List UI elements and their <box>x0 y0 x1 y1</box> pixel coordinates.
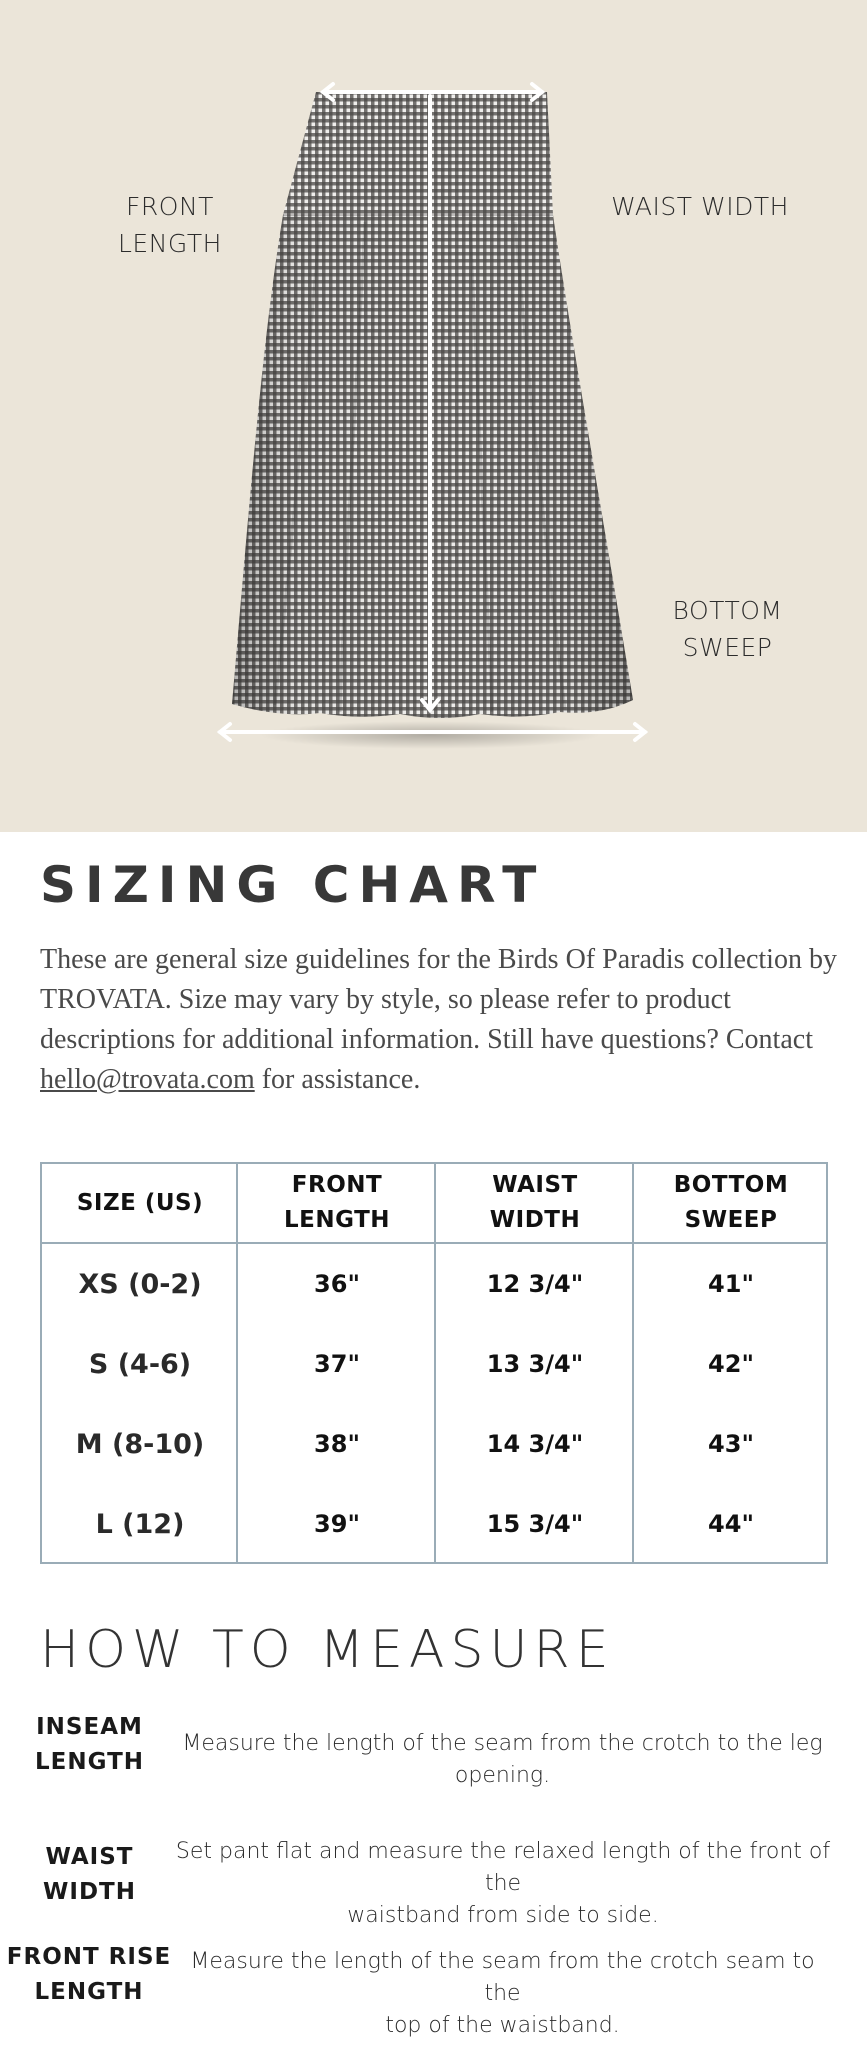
header-waist-width-line1: WAIST <box>492 1172 578 1198</box>
header-front-length <box>238 1164 436 1242</box>
measure-term-line1: FRONT RISE <box>6 1944 172 1970</box>
skirt-yoke <box>283 92 553 215</box>
header-waist-width-line2: WIDTH <box>489 1207 581 1233</box>
table-cell-size: L (12) <box>95 1508 185 1540</box>
intro-body: These are general size guidelines for the Birds Of Paradis collection by TROVATA. Size may vary by style, so please refer to product descriptions for additional information. Still have questions? Contact <box>40 944 837 1055</box>
header-waist-width <box>436 1164 634 1242</box>
bottom-sweep-label <box>640 592 815 666</box>
table-cell-front-length: 37" <box>314 1350 360 1378</box>
skirt-shadow <box>260 721 600 749</box>
table-cell-size: M (8-10) <box>75 1428 205 1460</box>
measure-term-line2: LENGTH <box>34 1749 145 1775</box>
table-cell-waist-width: 15 3/4" <box>486 1510 584 1538</box>
sizing-intro-text <box>40 940 840 1100</box>
measure-term-line2: LENGTH <box>34 1979 144 2005</box>
measure-term-line1: WAIST <box>45 1844 134 1870</box>
table-cell-front-length: 38" <box>314 1430 360 1458</box>
measure-description <box>158 1836 848 1932</box>
table-cell-waist-width: 14 3/4" <box>486 1430 584 1458</box>
header-bottom-sweep-line1: BOTTOM <box>673 1172 789 1198</box>
bottom-sweep-label-line2: SWEEP <box>682 633 773 662</box>
measure-term <box>22 1840 157 1910</box>
table-cell-bottom-sweep: 41" <box>708 1270 754 1298</box>
intro-suffix: for assistance. <box>254 1064 421 1095</box>
table-cell-front-length: 36" <box>314 1270 360 1298</box>
bottom-sweep-label-line1: BOTTOM <box>672 596 783 625</box>
product-hero-image <box>0 0 867 832</box>
measure-term-line1: INSEAM <box>36 1714 143 1740</box>
table-cell-front-length: 39" <box>314 1510 360 1538</box>
measure-desc-line2: opening. <box>454 1763 551 1788</box>
size-table <box>40 1162 828 1564</box>
header-front-length-line1: FRONT <box>291 1172 383 1198</box>
skirt-illustration <box>0 0 867 832</box>
measure-term-line2: WIDTH <box>43 1879 136 1905</box>
measure-desc-line2: waistband from side to side. <box>347 1903 659 1928</box>
sizing-chart-title: SIZING CHART <box>40 856 546 914</box>
header-bottom-sweep-line2: SWEEP <box>684 1207 778 1233</box>
header-bottom-sweep <box>634 1164 828 1242</box>
table-cell-size: S (4-6) <box>88 1348 192 1380</box>
front-length-label-line2: LENGTH <box>118 229 222 258</box>
table-cell-size: XS (0-2) <box>78 1268 202 1300</box>
measure-description <box>170 1946 835 2042</box>
header-size <box>42 1164 238 1242</box>
table-cell-bottom-sweep: 43" <box>708 1430 754 1458</box>
table-cell-bottom-sweep: 44" <box>708 1510 754 1538</box>
front-length-label-line1: FRONT <box>126 192 214 221</box>
measure-desc-line1: Measure the length of the seam from the crotch to the leg <box>182 1731 823 1756</box>
skirt-shading <box>232 215 633 718</box>
measure-term <box>22 1710 157 1780</box>
measure-desc-line1: Measure the length of the seam from the crotch seam to the <box>190 1949 815 2006</box>
front-length-label <box>100 188 240 262</box>
header-front-length-line2: LENGTH <box>283 1207 391 1233</box>
waist-width-label: WAIST WIDTH <box>611 192 789 221</box>
measure-desc-line1: Set pant flat and measure the relaxed length of the front of the <box>175 1839 831 1896</box>
table-cell-bottom-sweep: 42" <box>708 1350 754 1378</box>
header-size-text: SIZE (US) <box>76 1189 204 1216</box>
table-cell-waist-width: 12 3/4" <box>486 1270 584 1298</box>
measure-term <box>6 1940 172 2010</box>
measure-desc-line2: top of the waistband. <box>385 2013 620 2038</box>
contact-email-link[interactable]: hello@trovata.com <box>40 1064 255 1095</box>
table-cell-waist-width: 13 3/4" <box>486 1350 584 1378</box>
how-to-measure-title: HOW TO MEASURE <box>40 1620 615 1680</box>
measure-description <box>170 1728 835 1792</box>
